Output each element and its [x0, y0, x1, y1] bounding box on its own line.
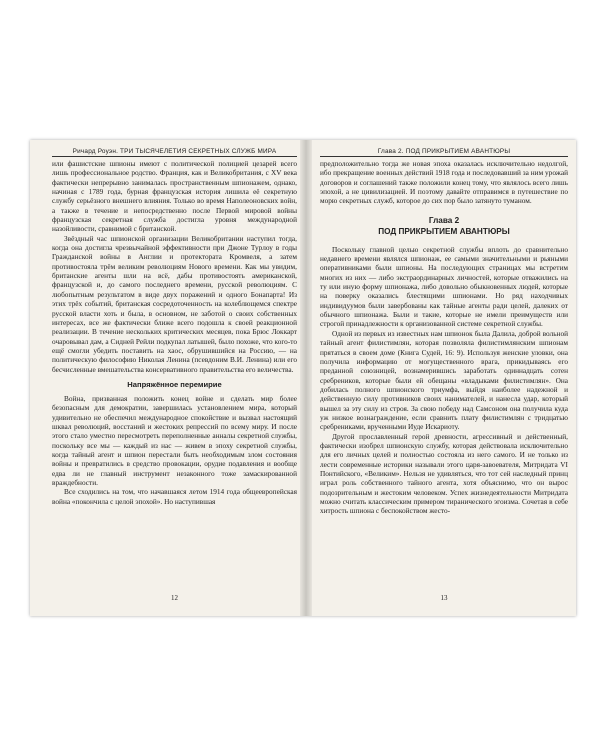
paragraph: Все сходились на том, что начавшаяся летом 1914 года общеевропейская война «покончила с целой эпохой». Но наступившая [52, 487, 297, 506]
section-title: Напряжённое перемирие [127, 379, 222, 389]
page-number-right: 13 [440, 594, 448, 602]
left-body [52, 159, 297, 506]
paragraph: предположительно тогда же новая эпоха оказалась исключительно недолгой, ибо прекращение военных действий 1918 года и последовавший за ним урожай договоров и соглашений также положили конец тому, что являлось всего лишь эпохой, а не цивилизацией. И поэтому давайте отправимся в путешествие по морю секретных служб, которое до сих пор было затянуто туманом. [320, 159, 568, 206]
book-gutter [300, 140, 312, 616]
chapter-label: Глава 2 [428, 215, 460, 225]
running-header-right: Глава 2. ПОД ПРИКРЫТИЕМ АВАНТЮРЫ [320, 148, 568, 157]
paragraph: Одной из первых из известных нам шпионок была Далила, доброй вольной тайный агент филистимлян, которая позволяла филистимлянским шпионам прятаться в своем доме (Книга Судей, 16: 9). Используя женские уловки, она получила информацию от могущественного врага, прикидываясь его преданной союзницей, вознамерившись заработать одиннадцать сотен сребреников, которые были ей обещаны «владыками филистимлян». Она добилась полного шпионского триумфа, выйдя наиболее надежной и действенную силу противников своих нанимателей, и нанесла удар, который вышел за эту силу из строя. За свою победу над Самсоном она получила куда уж низкое вознаграждение, если сравнить плату филистимлян с тридцатью сребрениками, врученными Иуде Искариоту. [320, 328, 568, 432]
chapter-title: ПОД ПРИКРЫТИЕМ АВАНТЮРЫ [378, 226, 510, 236]
running-header-left: Ричард Роуэн. ТРИ ТЫСЯЧЕЛЕТИЯ СЕКРЕТНЫХ СЛУЖБ МИРА [52, 148, 297, 157]
book-spread [30, 140, 576, 616]
right-page [320, 148, 568, 608]
paragraph: Война, призванная положить конец войне и сделать мир более безопасным для демократии, завершилась установлением мира, который удивительно не обеспечил международное спокойствие и вызвал настоящий шквал революций, восстаний и жестоких репрессий по всему миру. И после этого стало уместно пересмотреть переполненные анналы секретной службы, поскольку все мы — каждый из нас — живем в эпоху секретной службы, когда тайный агент и шпион перестали быть необходимым злом состояния войны и превратились в средство провокации, орудие подавления и вообще едва ли не главный инструмент незаконного тоже замаскированной враждебности. [52, 393, 297, 487]
paragraph: Другой прославленный герой древности, агрессивный и действенный, фактически изобрел шпионскую службу, которая действовала исключительно для его личных целей и полностью состояла из него самого. И не только из лести современные историки называли этого царя-завоевателя, Митридата VI Понтийского, «Великим». Нельзя не удивляться, что тот сей наследный принц играл роль собственного тайного агента, хотя объяснимо, что он вырос подозрительным и жестоким человеком. Успех жизнедеятельности Митридата можно считать классическим примером тиранического эгоизма. Сочетая в себе хитрость шпиона с беспокойством жесто- [320, 431, 568, 516]
paragraph: или фашистские шпионы имеют с политической полицией цезарей всего лишь профессиональное родство. Франция, как и Великобритания, с XV века фактически непрерывно занималась пространственным шпионажем, однако, начиная с 1789 года, бурная французская история лишила её секретную службу серьёзного внешнего влияния. Только во время Наполеоновских войн, а также в течение и непосредственно после Первой мировой войны французская секретная служба достигла уровня международной назойливости, сравнимой с британской. [52, 159, 297, 234]
chapter-heading [320, 215, 568, 237]
page-number-left: 12 [171, 594, 178, 602]
right-body [320, 159, 568, 516]
paragraph: Звёздный час шпионской организации Великобритании наступил тогда, когда она достигла чрезвычайной эффективности при Джоне Турлоу в годы Гражданской войны в Англии и протектората Кромвеля, а затем противостояла трём великим революциям Нового времени. Как мы увидим, британские агенты шли на всё, дабы противостоять американской, французской и, до самого последнего времени, русской революциям. С любопытным результатом в виде двух поражений и одного Бонапарта! Из этих трёх событий, британская сосредоточенность на колеблющемся спектре русской власти хоть и была, в основном, не заботой о своих собственных интересах, все же фактически ближе всего подошла к своей реакционной реализации. В течение нескольких критических месяцев, пока Брюс Локкарт очаровывал дам, а Сидней Рейли подкупал латышей, было похоже, что кого-то ещё смогли убедить поставить на хаос, обрушившийся на Россию, — на политическую философию Николая Ленина (псевдоним В.И. Ленина) или его бесчисленные вмешательства консервативного правительства его величества. [52, 233, 297, 374]
left-page [52, 148, 297, 608]
paragraph: Поскольку главной целью секретной службы вплоть до сравнительно недавнего времени являлся шпионаж, ее самыми значительными и рьяными оперативниками были шпионы. На последующих страницах мы встретим многих из них — либо экстраординарных личностей, которые отважились на ту или иную форму шпионажа, либо довольно обыкновенных людей, которые на поверку оказались блестящими шпионами. Но ряд находчивых индивидуумов были завербованы как тайные агенты ради целей, далеких от обычного шпионажа. Были и такие, которые не имели преимуществ или строгой принадлежности к организованной системе секретной службы. [320, 244, 568, 329]
